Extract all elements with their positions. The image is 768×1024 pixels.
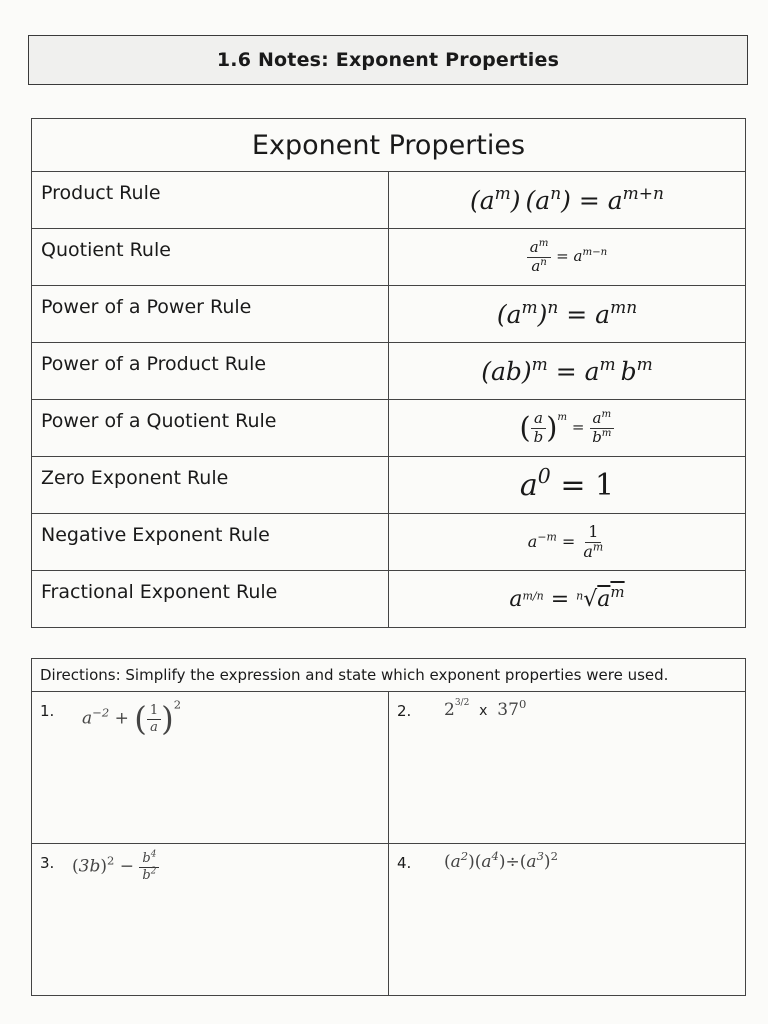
exercise-number: 2. [397, 702, 412, 720]
exercise-cell[interactable] [32, 692, 389, 844]
page-title: 1.6 Notes: Exponent Properties [216, 49, 560, 71]
rule-formula-zero-exponent: $a^0 = 1$ [389, 457, 746, 514]
exercise-expression: $a^{-2}$ + ( $\frac{1}{a}$ )$^2$ [82, 697, 182, 738]
exercise-cell[interactable] [389, 692, 746, 844]
table-row [32, 400, 746, 457]
rule-name: Quotient Rule [32, 229, 389, 286]
rule-name: Power of a Quotient Rule [32, 400, 389, 457]
exercise-expression: $(a^2)(a^4)\div(a^3)^2$ [444, 849, 558, 872]
rule-name: Negative Exponent Rule [32, 514, 389, 571]
table-row [32, 343, 746, 400]
rule-formula-product: $(a^m) (a^n) = a^{m+n}$ [389, 172, 746, 229]
table-row [32, 286, 746, 343]
rule-name: Product Rule [32, 172, 389, 229]
exercises-table [31, 658, 746, 996]
rule-formula-power-of-product: $(ab)^m = a^m$ $b^m$ [389, 343, 746, 400]
exercise-number: 3. [40, 854, 55, 872]
exercise-number: 1. [40, 702, 55, 720]
exercise-cell[interactable] [389, 844, 746, 996]
directions-text: Directions: Simplify the expression and state which exponent properties were used. [32, 659, 746, 692]
rule-formula-fractional-exponent: $a^{m/n} = ^n√a^m$ [389, 571, 746, 628]
rule-name: Zero Exponent Rule [32, 457, 389, 514]
rule-formula-power-of-power: $(a^m)^n = a^{mn}$ [389, 286, 746, 343]
rule-name: Power of a Power Rule [32, 286, 389, 343]
exponent-properties-table [31, 118, 746, 628]
table-row [32, 571, 746, 628]
table-row [32, 457, 746, 514]
exercise-expression: $2^{3/2}$ x $37^0$ [444, 697, 527, 720]
table-row [32, 172, 746, 229]
rule-formula-negative-exponent: $a^{-m}$ = $\frac{1}{a^m}$ [389, 514, 746, 571]
rule-formula-power-of-quotient: ( $\frac{a}{b}$ )$^m$ = $\frac{a^m}{b^m}$ [389, 400, 746, 457]
rule-name: Power of a Product Rule [32, 343, 389, 400]
exercise-number: 4. [397, 854, 412, 872]
properties-table-heading: Exponent Properties [32, 119, 746, 172]
table-row [32, 229, 746, 286]
table-row [32, 514, 746, 571]
exercise-expression: $(3b)^2$ − $\frac{b^4}{b^2}$ [72, 852, 159, 882]
page-title-box [28, 35, 748, 85]
exercise-cell[interactable] [32, 844, 389, 996]
rule-name: Fractional Exponent Rule [32, 571, 389, 628]
rule-formula-quotient: $\frac{a^m}{a^n}$ = $a^{m-n}$ [389, 229, 746, 286]
